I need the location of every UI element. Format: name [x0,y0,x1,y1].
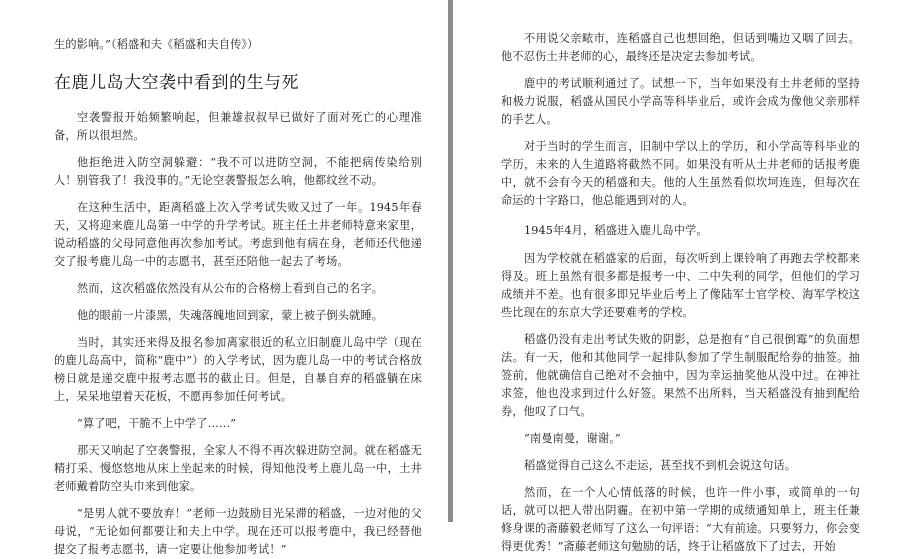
lead-text: 生的影响。”（稻盛和夫《稻盛和夫自传》） [54,38,259,51]
paragraph: 然而，在一个人心情低落的时候，也许一件小事，或简单的一句话，就可以把人带出阴霾。在初中第一学期的成绩通知单上，班主任兼修身课的斋藤毅老师写了这么一句评语：“大有前途。只要努力，你会变得更优秀！”斋藤老师这句勉励的话，终于让稻盛放下了过去，开始 [501,486,860,553]
section-heading: 在鹿儿岛大空袭中看到的生与死 [54,73,299,93]
paragraph: 不用说父亲畩市，连稻盛自己也想回绝，但话到嘴边又咽了回去。他不忍伤土井老师的心，最终还是决定去参加考试。 [501,32,860,63]
paragraph: 然而，这次稻盛依然没有从公布的合格榜上看到自己的名字。 [77,282,384,295]
paragraph: 因为学校就在稻盛家的后面，每次听到上课铃响了再跑去学校都来得及。班上虽然有很多都是报考一中、二中失利的同学，但他们的学习成绩并不差。也有很多即兄毕业后考上了像陆军士官学校、海军学校这些比现在的东京大学还要难考的学校。 [501,252,860,319]
right-page [453,0,900,553]
paragraph: 对于当时的学生而言，旧制中学以上的学历，和小学高等科毕业的学历，未来的人生道路将截然不同。如果没有听从土井老师的话报考鹿中，就不会有今天的稻盛和夫。他的人生虽然看似坎坷连连，但每次在命运的十字路口，他总能遇到对的人。 [501,140,860,207]
paragraph: “算了吧，干脆不上中学了……” [77,417,237,430]
paragraph: 他的眼前一片漆黑，失魂落魄地回到家，蒙上被子倒头就睡。 [77,309,384,322]
paragraph: 在这种生活中，距离稻盛上次入学考试失败又过了一年。1945年春天，又将迎来鹿儿岛第一中学的升学考试。班主任土井老师特意来家里，说动稻盛的父母同意他再次参加考试。考虑到他有病在身，老师还代他递交了报考鹿儿岛一中的志愿书，甚至还陪他一起去了考场。 [54,201,422,268]
paragraph: 稻盛觉得自己这么不走运，甚至找不到机会说这句话。 [524,459,797,472]
paragraph: 他拒绝进入防空洞躲避：“我不可以进防空洞，不能把病传染给别人！别管我了！我没事的。”无论空袭警报怎么响，他都纹丝不动。 [54,156,422,187]
date-line: 1945年4月，稻盛进入鹿儿岛中学。 [524,224,708,237]
paragraph: “南曼南曼，谢谢。” [524,432,621,445]
paragraph: “是男人就不要放弃！”老师一边鼓励目光呆滞的稻盛，一边对他的父母说，“无论如何都要让和夫上中学。现在还可以报考鹿中，我已经替他提交了报考志愿书，请一定要让他参加考试！” [54,507,422,556]
paragraph: 当时，其实还来得及报名参加离家很近的私立旧制鹿儿岛中学（现在的鹿儿岛高中，简称“鹿中”）的入学考试，因为鹿儿岛一中的考试合格放榜日就是递交鹿中报考志愿书的截止日。但是，自暴自弃的稻盛躺在床上，呆呆地望着天花板，不愿再参加任何考试。 [54,336,422,403]
paragraph: 那天又响起了空袭警报，全家人不得不再次躲进防空洞。就在稻盛无精打采、慢悠悠地从床上坐起来的时候，得知他没考上鹿儿岛一中，土井老师戴着防空头巾来到他家。 [54,444,422,493]
left-page [0,0,448,556]
paragraph: 稻盛仍没有走出考试失败的阴影，总是抱有“自己很倒霉”的负面想法。有一天，他和其他同学一起排队参加了学生制服配给券的抽签。抽签前，他就确信自己绝对不会抽中，因为幸运抽奖他从没中过。在神社求签，他也没求到过什么好签。果然不出所料，当天稻盛没有抽到配给券，他叹了口气。 [501,333,860,418]
paragraph: 空袭警报开始频繁响起，但兼雄叔叔早已做好了面对死亡的心理准备，所以很坦然。 [54,111,422,142]
paragraph: 鹿中的考试顺利通过了。试想一下，当年如果没有土井老师的坚持和极力说服，稻盛从国民小学高等科毕业后，或许会成为像他父亲那样的手艺人。 [501,77,860,126]
